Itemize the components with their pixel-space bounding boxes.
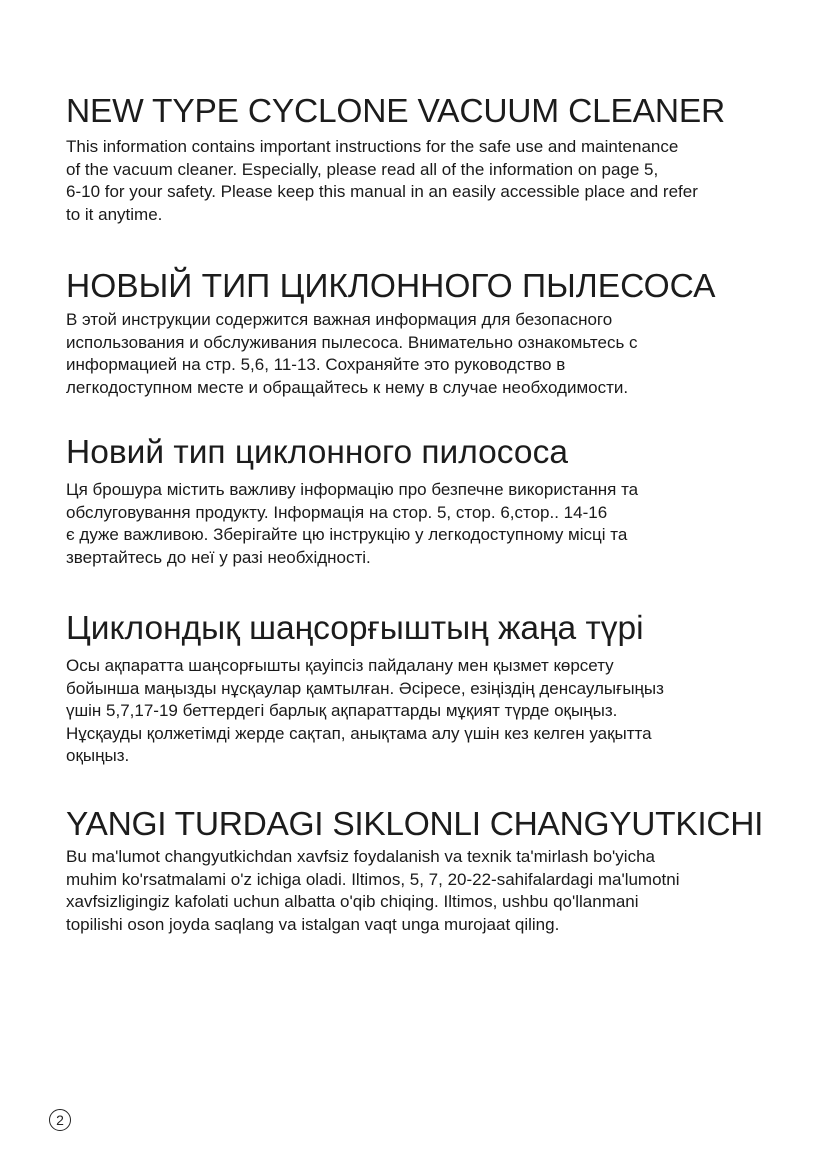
body-line: оқыңыз.: [66, 746, 130, 766]
body-line: є дуже важливою. Зберігайте цю інструкцію у легкодоступному місці та: [66, 525, 628, 545]
body-line: Осы ақпаратта шаңсорғышты қауіпсіз пайдалану мен қызмет көрсету: [66, 656, 614, 675]
section-body-ukrainian: [66, 479, 796, 569]
section-uzbek: [66, 804, 796, 936]
section-title-english: NEW TYPE CYCLONE VACUUM CLEANER: [66, 93, 725, 130]
section-body-kazakh: [66, 655, 796, 768]
body-line: muhim ko'rsatmalami o'z ichiga oladi. Iltimos, 5, 7, 20-22-sahifalardagi ma'lumotni: [66, 869, 680, 889]
section-title-kazakh: Циклондық шаңсорғыштың жаңа түрі: [66, 610, 644, 647]
section-body-russian: [66, 309, 796, 399]
body-line: звертайтесь до неї у разі необхідності.: [66, 547, 371, 567]
body-line: Bu ma'lumot changyutkichdan xavfsiz foydalanish va texnik ta'mirlash bo'yicha: [66, 847, 655, 866]
body-line: Нұсқауды қолжетімді жерде сақтап, анықтама алу үшін кез келген уақытта: [66, 723, 652, 743]
body-line: использования и обслуживания пылесоса. Внимательно ознакомьтесь с: [66, 332, 638, 352]
section-english: [66, 92, 796, 226]
section-title-uzbek: YANGI TURDAGI SIKLONLI CHANGYUTKICHI: [66, 806, 764, 843]
body-line: 6-10 for your safety. Please keep this manual in an easily accessible place and refer: [66, 182, 698, 202]
section-title-russian: НОВЫЙ ТИП ЦИКЛОННОГО ПЫЛЕСОСА: [66, 268, 716, 305]
page-number: 2: [49, 1109, 71, 1131]
body-line: topilishi oson joyda saqlang va istalgan vaqt unga murojaat qiling.: [66, 914, 560, 934]
section-kazakh: [66, 607, 796, 768]
body-line: This information contains important instructions for the safe use and maintenance: [66, 137, 679, 156]
body-line: бойынша маңызды нұсқаулар қамтылған. Әсіресе, езіңіздің денсаулығыңыз: [66, 678, 664, 698]
body-line: xavfsizligingiz kafolati uchun albatta o'qib chiqing. Iltimos, ushbu qo'llanmani: [66, 892, 639, 912]
body-line: обслуговування продукту. Інформація на стор. 5, стор. 6,стор.. 14-16: [66, 502, 608, 522]
body-line: to it anytime.: [66, 204, 163, 224]
section-title-ukrainian: Новий тип циклонного пилососа: [66, 434, 568, 471]
body-line: легкодоступном месте и обращайтесь к нему в случае необходимости.: [66, 377, 629, 397]
section-body-uzbek: [66, 846, 796, 936]
section-body-english: [66, 136, 796, 226]
body-line: Ця брошура містить важливу інформацію про безпечне використання та: [66, 480, 639, 499]
body-line: үшін 5,7,17-19 беттердегі барлық ақпараттарды мұқият түрде оқыңыз.: [66, 701, 618, 721]
body-line: информацией на стр. 5,6, 11-13. Сохраняйте это руководство в: [66, 355, 566, 375]
section-ukrainian: [66, 432, 796, 569]
section-russian: [66, 266, 796, 399]
body-line: of the vacuum cleaner. Especially, please read all of the information on page 5,: [66, 159, 659, 179]
body-line: В этой инструкции содержится важная информация для безопасного: [66, 310, 613, 329]
